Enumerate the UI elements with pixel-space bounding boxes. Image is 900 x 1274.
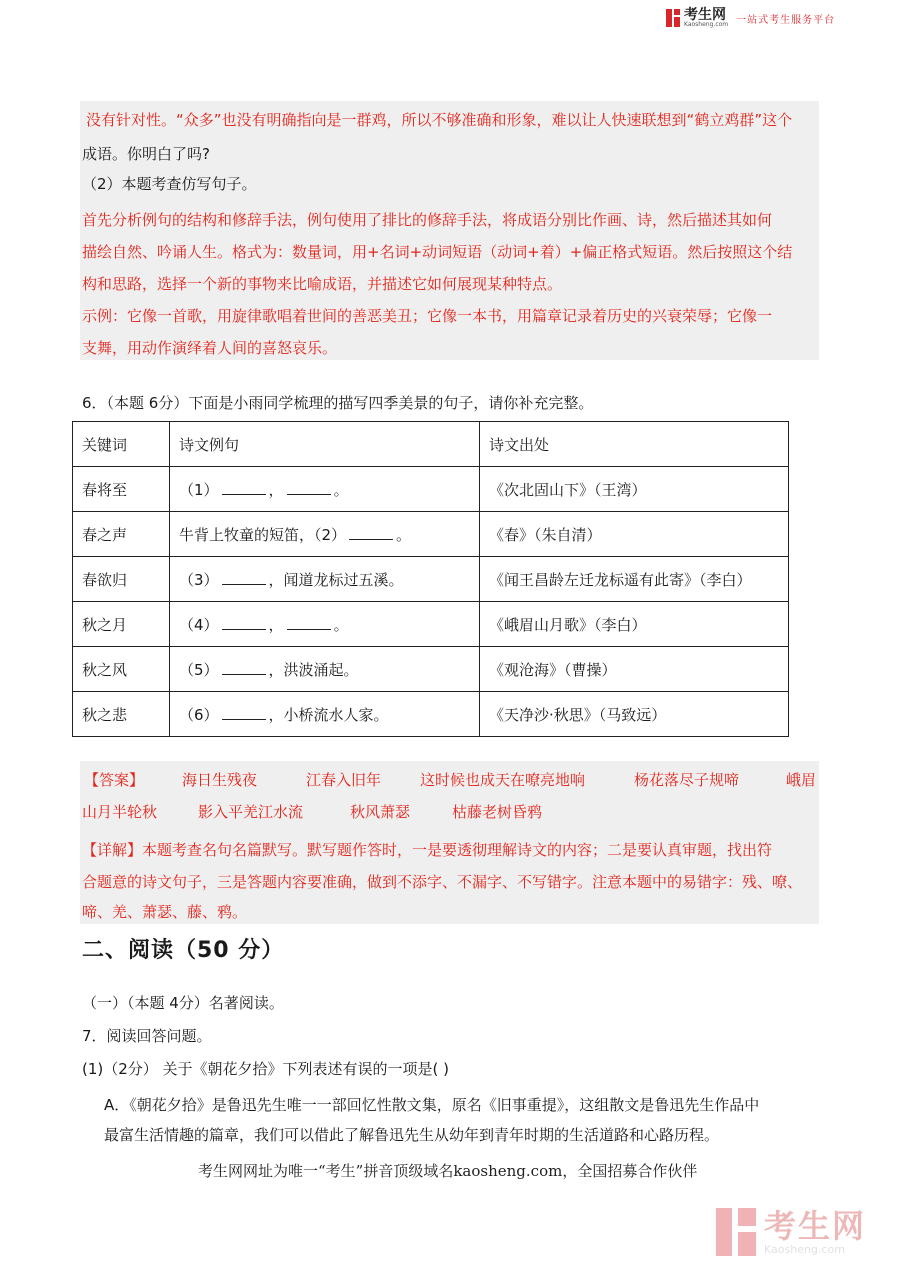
logo-name: 考生网 xyxy=(684,7,726,23)
watermark-domain: Kaosheng.com xyxy=(764,1242,845,1256)
section-heading: 二、阅读（50 分） xyxy=(82,938,285,963)
row-source: 《峨眉山月歌》（李白） xyxy=(480,602,789,647)
row-pre: （4） xyxy=(179,615,219,634)
row-example xyxy=(170,692,480,737)
row-post: ，小桥流水人家。 xyxy=(268,705,389,724)
row-post: ，洪波涌起。 xyxy=(268,660,359,679)
answer-item: 枯藤老树昏鸦 xyxy=(452,803,543,821)
blank-line[interactable] xyxy=(222,707,266,720)
explanation-line: 构和思路，选择一个新的事物来比喻成语，并描述它如何展现某种特点。 xyxy=(82,275,563,293)
row-source: 《观沧海》（曹操） xyxy=(480,647,789,692)
table-row xyxy=(73,557,789,602)
row-keyword: 春之声 xyxy=(73,512,170,557)
watermark xyxy=(716,1208,866,1256)
row-source: 《春》（朱自清） xyxy=(480,512,789,557)
site-logo[interactable] xyxy=(666,8,835,28)
answer-line-2 xyxy=(82,801,812,822)
poem-table xyxy=(72,421,789,737)
header-source: 诗文出处 xyxy=(480,422,789,467)
logo-slogan: 一站式考生服务平台 xyxy=(736,14,836,26)
detail-line: 【详解】本题考查名句名篇默写。默写题作答时，一是要透彻理解诗文的内容；二是要认真审题，找出符 xyxy=(82,841,773,859)
watermark-name: 考生网 xyxy=(764,1206,867,1245)
row-example xyxy=(170,602,480,647)
row-pre: 牛背上牧童的短笛，（2） xyxy=(179,525,347,544)
explanation-line: 成语。你明白了吗? xyxy=(82,145,210,163)
row-source: 《天净沙·秋思》（马致远） xyxy=(480,692,789,737)
row-pre: （6） xyxy=(179,705,219,724)
blank-line[interactable] xyxy=(349,527,393,540)
answer-item: 江春入旧年 xyxy=(306,771,382,789)
answer-item: 海日生残夜 xyxy=(182,771,258,789)
row-example xyxy=(170,647,480,692)
table-row xyxy=(73,647,789,692)
row-post: 。 xyxy=(396,525,412,544)
footer-text: 考生网网址为唯一“考生”拼音顶级域名kaosheng.com，全国招募合作伙伴 xyxy=(198,1162,698,1180)
answer-item: 这时候也成天在嘹亮地响 xyxy=(420,771,586,789)
row-pre: （5） xyxy=(179,660,219,679)
answer-item: 影入平羌江水流 xyxy=(198,803,304,821)
row-keyword: 秋之风 xyxy=(73,647,170,692)
table-header-row xyxy=(73,422,789,467)
row-pre: （3） xyxy=(179,570,219,589)
logo-domain: Kaosheng.com xyxy=(684,21,729,28)
row-source: 《闻王昌龄左迁龙标遥有此寄》（李白） xyxy=(480,557,789,602)
blank-line[interactable] xyxy=(222,662,266,675)
explanation-line: 示例：它像一首歌，用旋律歌唱着世间的善恶美丑；它像一本书，用篇章记录着历史的兴衰荣辱；它像一 xyxy=(82,307,773,325)
blank-line[interactable] xyxy=(287,617,331,630)
option-a-line: 最富生活情趣的篇章，我们可以借此了解鲁迅先生从幼年到青年时期的生活道路和心路历程。 xyxy=(104,1126,720,1144)
header-keyword: 关键词 xyxy=(73,422,170,467)
row-example xyxy=(170,512,480,557)
answer-item: 杨花落尽子规啼 xyxy=(634,771,740,789)
table-row xyxy=(73,467,789,512)
blank-line[interactable] xyxy=(222,617,266,630)
answer-item: 峨眉 xyxy=(786,771,817,789)
question-7-1: (1)（2分） 关于《朝花夕拾》下列表述有误的一项是( ) xyxy=(82,1060,450,1078)
explanation-line: 首先分析例句的结构和修辞手法，例句使用了排比的修辞手法，将成语分别比作画、诗，然后描述其如何 xyxy=(82,211,773,229)
row-example xyxy=(170,557,480,602)
explanation-line: 支舞，用动作演绎着人间的喜怒哀乐。 xyxy=(82,339,338,357)
option-a-line: A．《朝花夕拾》是鲁迅先生唯一一部回忆性散文集，原名《旧事重提》，这组散文是鲁迅先生作品中 xyxy=(104,1096,760,1114)
table-row xyxy=(73,692,789,737)
row-post: ，闻道龙标过五溪。 xyxy=(268,570,404,589)
answer-item: 山月半轮秋 xyxy=(82,803,158,821)
blank-line[interactable] xyxy=(222,572,266,585)
question-7-stem: 7．阅读回答问题。 xyxy=(82,1027,212,1045)
explanation-line: 没有针对性。“众多”也没有明确指向是一群鸡，所以不够准确和形象，难以让人快速联想到“鹤立鸡群”这个 xyxy=(86,111,793,129)
row-mid: ， xyxy=(268,480,284,499)
answer-box xyxy=(80,761,819,924)
row-mid: ， xyxy=(268,615,284,634)
blank-line[interactable] xyxy=(222,482,266,495)
row-source: 《次北固山下》（王湾） xyxy=(480,467,789,512)
explanation-box xyxy=(80,101,819,360)
header-example: 诗文例句 xyxy=(170,422,480,467)
row-post: 。 xyxy=(333,480,349,499)
explanation-line: （2）本题考查仿写句子。 xyxy=(82,175,257,193)
watermark-logo-icon xyxy=(716,1208,756,1256)
row-keyword: 秋之悲 xyxy=(73,692,170,737)
logo-text xyxy=(684,8,728,28)
answer-item: 秋风萧瑟 xyxy=(350,803,411,821)
subsection-title: （一）（本题 4分）名著阅读。 xyxy=(82,994,284,1012)
row-post: 。 xyxy=(333,615,349,634)
answer-label: 【答案】 xyxy=(84,771,145,789)
row-keyword: 秋之月 xyxy=(73,602,170,647)
row-example xyxy=(170,467,480,512)
answer-line-1 xyxy=(84,769,817,790)
table-row xyxy=(73,602,789,647)
row-pre: （1） xyxy=(179,480,219,499)
logo-mark-icon xyxy=(666,9,680,27)
explanation-line: 描绘自然、吟诵人生。格式为：数量词，用+名词+动词短语（动词+着）+偏正格式短语。然后按照这个结 xyxy=(82,243,793,261)
row-keyword: 春将至 xyxy=(73,467,170,512)
detail-line: 合题意的诗文句子，三是答题内容要准确，做到不添字、不漏字、不写错字。注意本题中的易错字：残、嘹、 xyxy=(82,873,803,891)
question-6-stem: 6．（本题 6分）下面是小雨同学梳理的描写四季美景的句子，请你补充完整。 xyxy=(82,394,594,412)
detail-line: 啼、羌、萧瑟、藤、鸦。 xyxy=(82,903,248,921)
blank-line[interactable] xyxy=(287,482,331,495)
row-keyword: 春欲归 xyxy=(73,557,170,602)
table-row xyxy=(73,512,789,557)
